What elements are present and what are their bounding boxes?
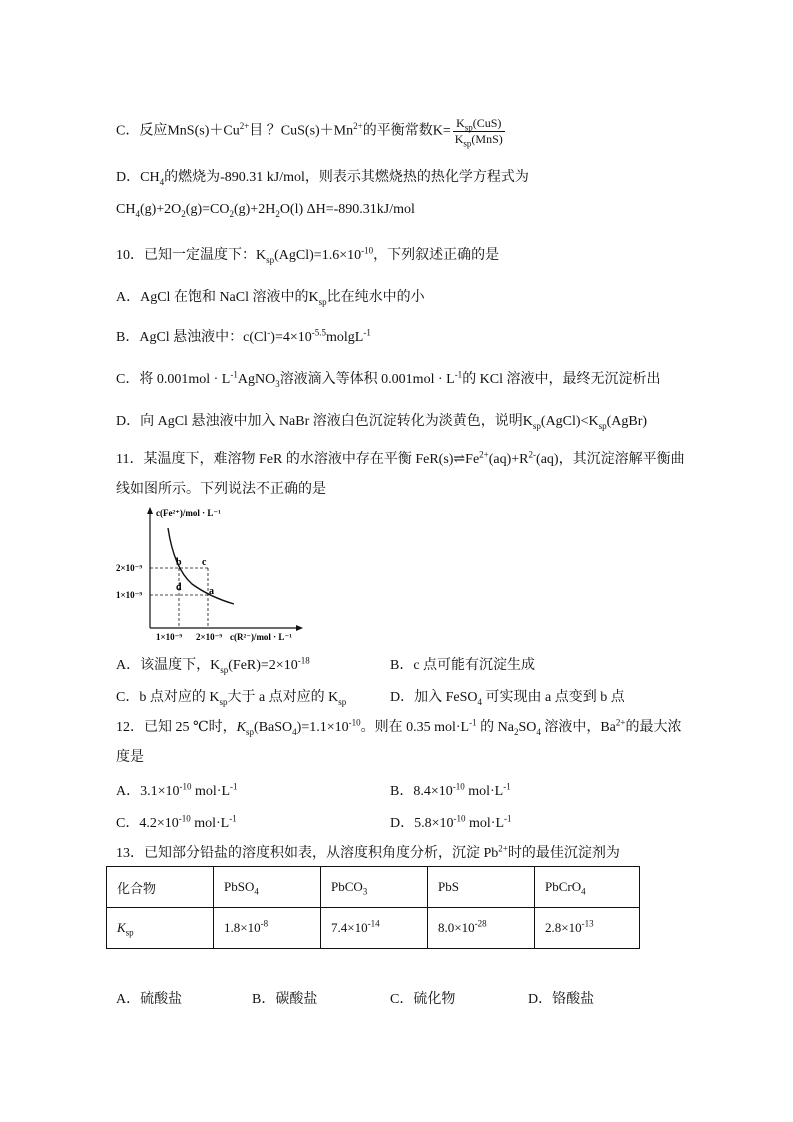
q11-option-c: C．b 点对应的 $K_{sp}$大于 a 点对应的 $K_{sp}$ (116, 690, 347, 707)
graph-xtick-1: 1×10⁻⁹ (156, 632, 183, 642)
q13-option-c: C．硫化物 (390, 992, 456, 1007)
q11-stem-line2: 线如图所示。下列说法不正确的是 (116, 482, 326, 497)
q11-stem-line1: 11．某温度下，难溶物 FeR 的水溶液中存在平衡 $FeR(s)\rightleftharpoons Fe^{2+}(aq)+R^{2-}(aq)$，其沉淀溶解平衡曲 (116, 449, 685, 467)
q12-option-c: C．$4.2\times 10^{-10}$ $mol\cdot L^{-1}$ (116, 813, 237, 831)
y-axis-arrow (147, 507, 153, 514)
table-cell: $8.0\times 10^{-28}$ (428, 908, 535, 949)
table-cell: $7.4\times 10^{-14}$ (321, 908, 428, 949)
q13-option-a: A．硫酸盐 (116, 992, 183, 1007)
q10-option-b: B．AgCl 悬浊液中：$c(Cl^-)=4\times 10^{-5.5}molgL^{-1}$ (116, 327, 371, 345)
table-header-row (107, 867, 640, 908)
q11-option-b: B．c 点可能有沉淀生成 (390, 658, 536, 673)
q10-option-d: D．向 AgCl 悬浊液中加入 NaBr 溶液白色沉淀转化为淡黄色，说明$K_{sp}(AgCl)<K_{sp}(AgBr)$ (116, 414, 648, 431)
table-header-cell: PbSO$_4$ (214, 867, 321, 908)
q13-stem: 13．已知部分铅盐的溶度积如表，从溶度积角度分析，沉淀 $Pb^{2+}$时的最佳沉淀剂为 (116, 843, 620, 861)
graph-ylabel: c(Fe²⁺)/mol · L⁻¹ (156, 508, 221, 518)
table-cell: $1.8\times 10^{-8}$ (214, 908, 321, 949)
point-d-label: d (176, 582, 182, 593)
q9-option-d: D．$CH_4$的燃烧为-890.31 kJ/mol，则表示其燃烧热的热化学方程式为 (116, 170, 529, 187)
table-header-cell: PbCrO$_4$ (535, 867, 640, 908)
solubility-product-table (106, 866, 640, 949)
q10-option-a: A．AgCl 在饱和 NaCl 溶液中的$K_{sp}$比在纯水中的小 (116, 290, 425, 307)
ksp-fraction: $\frac{K_{sp}(CuS)}{K_{sp}(MnS)}$ (454, 116, 503, 149)
q12-stem-line1: 12．已知 25 ℃时，$K_{sp}(BaSO_4)=1.1\times 10^{-10}$。则在 0.35 $mol\cdot L^{-1}$ 的 $Na_2SO_4$ 溶液中，$Ba^{2+}$的最大浓 (116, 717, 682, 737)
q10-stem: 10．已知一定温度下：$K_{sp}(AgCl)=1.6\times 10^{-10}$，下列叙述正确的是 (116, 245, 500, 265)
graph-xlabel: c(R²⁻)/mol · L⁻¹ (230, 632, 292, 642)
q12-option-a: A．$3.1\times 10^{-10}$ $mol\cdot L^{-1}$ (116, 781, 238, 799)
q13-option-b: B．碳酸盐 (252, 992, 318, 1007)
point-a-label: a (209, 586, 214, 597)
graph-ytick-2: 2×10⁻⁹ (116, 563, 143, 573)
q12-stem-line2: 度是 (116, 750, 144, 765)
point-c-label: c (202, 557, 207, 568)
table-header-cell: PbCO$_3$ (321, 867, 428, 908)
q11-option-d: D．加入 FeSO$_4$ 可实现由 a 点变到 b 点 (390, 690, 625, 707)
q9-option-c: C．反应$MnS(s)+Cu^{2+}$目 ？$CuS(s)+Mn^{2+}$的平衡常数K= $\frac{K_{sp}(CuS)}{K_{sp}(MnS)}$ (116, 116, 503, 149)
q12-option-d: D．$5.8\times 10^{-10}$ $mol\cdot L^{-1}$ (390, 813, 512, 831)
x-axis-arrow (296, 625, 303, 631)
point-b-label: b (176, 557, 182, 568)
table-cell: $K_{sp}$ (107, 908, 214, 949)
q12-option-b: B．$8.4\times 10^{-10}$ $mol\cdot L^{-1}$ (390, 781, 511, 799)
q11-option-a: A．该温度下，$K_{sp}(FeR)=2\times 10^{-18}$ (116, 655, 310, 675)
q9-equation: $CH_4(g)+2O_2(g)=CO_2(g)+2H_2O(l)$ ΔH=-890.31kJ/mol (116, 202, 415, 219)
graph-xtick-2: 2×10⁻⁹ (196, 632, 223, 642)
table-row (107, 908, 640, 949)
table-cell: $2.8\times 10^{-13}$ (535, 908, 640, 949)
q13-option-d: D．铬酸盐 (528, 992, 595, 1007)
q10-option-c: C．将 $0.001mol \cdot L^{-1}AgNO_3$溶液滴入等体积 $0.001mol \cdot L^{-1}$的 KCl 溶液中，最终无沉淀析出 (116, 369, 661, 389)
table-header-cell: 化合物 (107, 867, 214, 908)
solubility-curve-graph (110, 502, 310, 642)
graph-ytick-1: 1×10⁻⁹ (116, 590, 143, 600)
table-header-cell: PbS (428, 867, 535, 908)
